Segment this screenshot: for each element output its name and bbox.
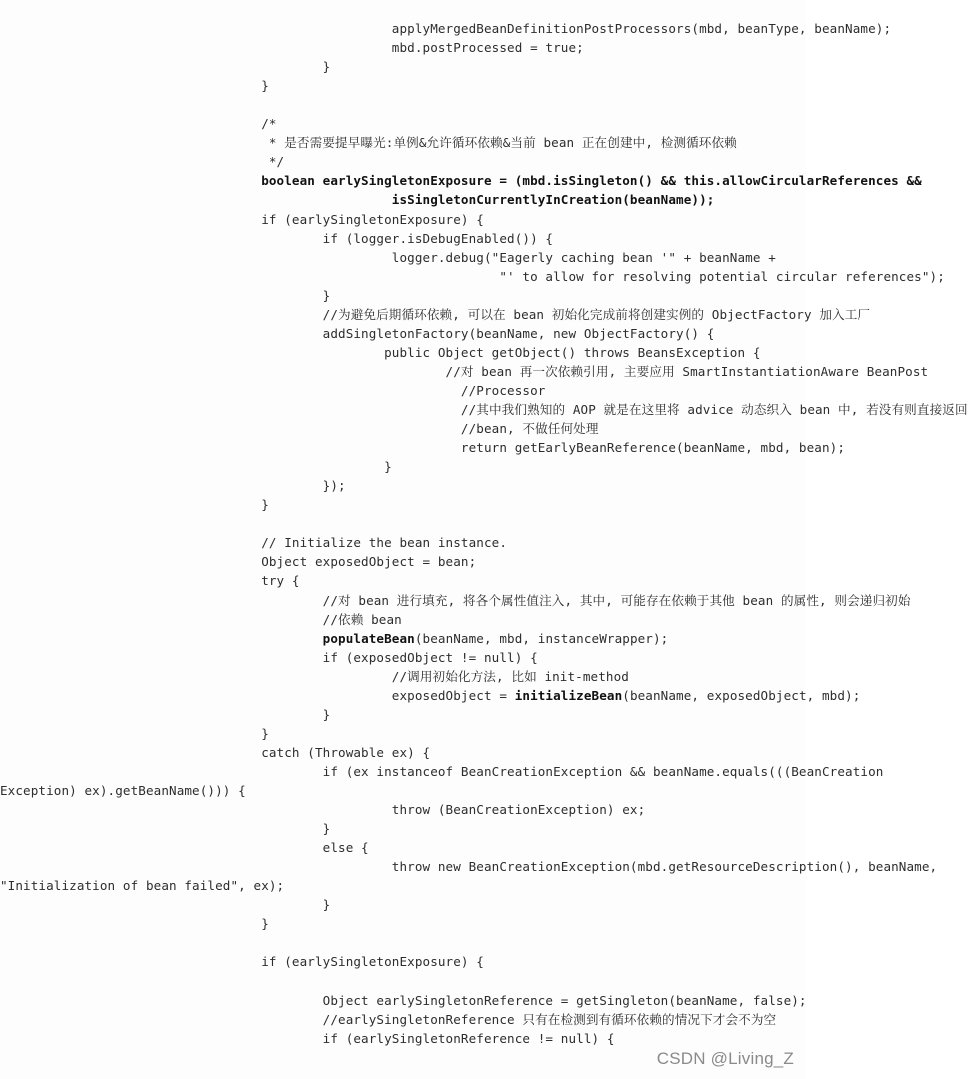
code-line: * 是否需要提早曝光:单例&允许循环依赖&当前 bean 正在创建中, 检测循环依赖 — [0, 135, 737, 151]
code-line: Object earlySingletonReference = getSingleton(beanName, false); — [0, 992, 807, 1008]
code-line: }); — [0, 478, 346, 494]
code-line: "' to allow for resolving potential circular references"); — [0, 268, 945, 284]
code-line: throw (BeanCreationException) ex; — [0, 802, 646, 818]
code-line: // Initialize the bean instance. — [0, 535, 508, 551]
code-line: addSingletonFactory(beanName, new ObjectFactory() { — [0, 325, 715, 341]
code-line: } — [0, 459, 392, 475]
code-line: //为避免后期循环依赖, 可以在 bean 初始化完成前将创建实例的 ObjectFactory 加入工厂 — [0, 306, 871, 322]
code-line: if (exposedObject != null) { — [0, 649, 538, 665]
code-line: } — [0, 59, 331, 75]
code-line: Object exposedObject = bean; — [0, 554, 477, 570]
code-line: } — [0, 78, 269, 94]
code-line: return getEarlyBeanReference(beanName, mbd, bean); — [0, 440, 846, 456]
code-line: if (earlySingletonExposure) { — [0, 211, 484, 227]
code-line: boolean earlySingletonExposure = (mbd.isSingleton() && this.allowCircularReferences && — [0, 173, 922, 189]
code-line: logger.debug("Eagerly caching bean '" + beanName + — [0, 249, 776, 265]
code-line: */ — [0, 154, 285, 170]
code-line: //Processor — [0, 382, 546, 398]
code-line: try { — [0, 573, 300, 589]
code-line: exposedObject = initializeBean(beanName, exposedObject, mbd); — [0, 687, 861, 703]
csdn-watermark: CSDN @Living_Z — [656, 1049, 794, 1068]
code-line: populateBean(beanName, mbd, instanceWrapper); — [322, 630, 669, 646]
code-line: isSingletonCurrentlyInCreation(beanName)); — [0, 192, 715, 208]
code-line: /* — [0, 116, 277, 132]
code-line: mbd.postProcessed = true; — [0, 40, 584, 56]
code-line: if (logger.isDebugEnabled()) { — [0, 230, 554, 246]
code-line: if (earlySingletonExposure) { — [0, 954, 484, 970]
code-line: } — [0, 821, 331, 837]
code-line: public Object getObject() throws BeansException { — [0, 344, 761, 360]
code-line: } — [0, 706, 331, 722]
code-line: if (earlySingletonReference != null) { — [0, 1030, 615, 1046]
code-line: Exception) ex).getBeanName())) { — [0, 783, 246, 798]
code-line: } — [0, 725, 269, 741]
code-line: //对 bean 进行填充, 将各个属性值注入, 其中, 可能存在依赖于其他 bean 的属性, 则会递归初始 — [0, 592, 911, 608]
code-line: catch (Throwable ex) { — [0, 744, 431, 760]
code-line: if (ex instanceof BeanCreationException && beanName.equals(((BeanCreation — [0, 763, 884, 779]
code-line: "Initialization of bean failed", ex); — [0, 878, 285, 894]
code-line: //其中我们熟知的 AOP 就是在这里将 advice 动态织入 bean 中, 若没有则直接返回 — [0, 402, 968, 417]
code-line: //bean, 不做任何处理 — [0, 421, 599, 437]
code-line: } — [0, 897, 331, 913]
code-line: applyMergedBeanDefinitionPostProcessors(mbd, beanType, beanName); — [0, 21, 892, 36]
code-line: } — [0, 497, 269, 513]
code-line: //调用初始化方法, 比如 init-method — [0, 668, 629, 684]
code-line: //依赖 bean — [0, 611, 402, 627]
code-line: //earlySingletonReference 只有在检测到有循环依赖的情况下才会不为空 — [0, 1011, 777, 1027]
code-line: } — [0, 916, 269, 932]
code-line: //对 bean 再一次依赖引用, 主要应用 SmartInstantiationAware BeanPost — [0, 363, 929, 379]
code-line: } — [0, 287, 331, 303]
code-line: else { — [0, 840, 369, 856]
code-line: throw new BeanCreationException(mbd.getResourceDescription(), beanName, — [0, 859, 938, 875]
